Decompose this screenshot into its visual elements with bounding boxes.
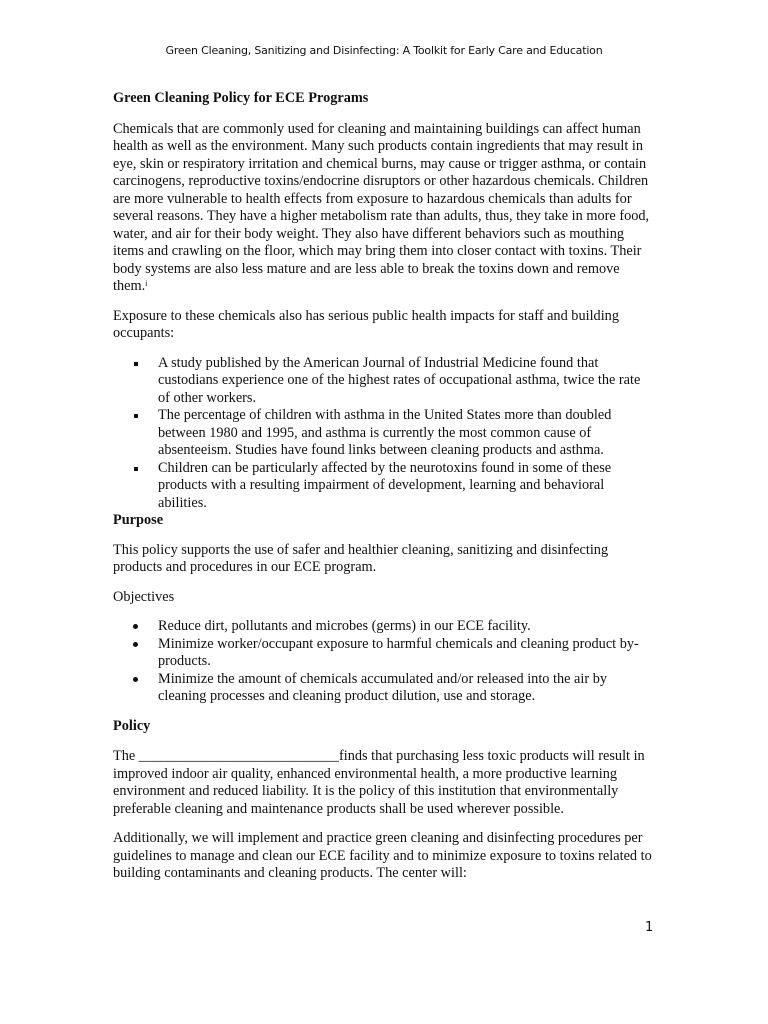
square-bullet-icon — [134, 362, 138, 366]
exposure-paragraph: Exposure to these chemicals also has serious public health impacts for staff and building occupants: — [113, 307, 619, 341]
document-title: Green Cleaning Policy for ECE Programs — [113, 90, 369, 106]
list-item — [113, 407, 653, 460]
list-item — [113, 636, 653, 671]
list-item-text: The percentage of children with asthma in the United States more than doubled between 1980 and 1995, and asthma is currently the most common cause of absenteeism. Studies have found links between cleaning products and asthma. — [158, 407, 612, 458]
list-item — [113, 460, 653, 513]
page-content — [113, 90, 653, 895]
purpose-heading: Purpose — [113, 512, 164, 528]
policy-heading: Policy — [113, 717, 151, 734]
list-item-text: A study published by the American Journal of Industrial Medicine found that custodians experience one of the highest rates of occupational asthma, twice the rate of other workers. — [158, 354, 641, 406]
square-bullet-icon — [134, 467, 138, 471]
list-item-text: Minimize the amount of chemicals accumulated and/or released into the air by cleaning processes and cleaning product dilution, use and storage. — [158, 670, 607, 704]
list-item — [113, 671, 653, 706]
list-item-text: Children can be particularly affected by the neurotoxins found in some of these products with a resulting impairment of development, learning and behavioral abilities. — [158, 459, 612, 511]
square-bullet-icon — [134, 414, 138, 418]
running-header: Green Cleaning, Sanitizing and Disinfecting: A Toolkit for Early Care and Education — [165, 44, 603, 57]
list-item-text: Reduce dirt, pollutants and microbes (germs) in our ECE facility. — [158, 618, 531, 634]
objectives-label: Objectives — [113, 588, 175, 605]
list-item — [113, 355, 653, 408]
disc-bullet-icon — [133, 624, 138, 629]
additional-paragraph: Additionally, we will implement and practice green cleaning and disinfecting procedures per guidelines to manage and clean our ECE facility and to minimize exposure to toxins related to building contaminants and cleaning products. The center will: — [113, 830, 652, 881]
page-number: 1 — [645, 920, 654, 935]
disc-bullet-icon — [133, 677, 138, 682]
footnote-mark: i — [145, 279, 148, 288]
objectives-list — [113, 618, 653, 706]
purpose-paragraph: This policy supports the use of safer and healthier cleaning, sanitizing and disinfecting products and procedures in our ECE program. — [113, 541, 609, 575]
intro-paragraph — [113, 121, 653, 296]
list-item-text: Minimize worker/occupant exposure to harmful chemicals and cleaning product by-products. — [158, 635, 639, 669]
intro-paragraph-text: Chemicals that are commonly used for cleaning and maintaining buildings can affect human health as well as the environment. Many such products contain ingredients that may result in eye, skin or respiratory irritation and chemical burns, may cause or trigger asthma, or contain carcinogens, reproductive toxins/endocrine disruptors or other hazardous chemicals. Children are more vulnerable to health effects from exposure to hazardous chemicals than adults for several reasons. They have a higher metabolism rate than adults, thus, they take in more food, water, and air for their body weight. They also have different behaviors such as mouthing items and crawling on the floor, which may bring them into closer contact with toxins. Their body systems are also less mature and are less able to break the toxins down and remove them. — [113, 120, 650, 294]
list-item — [113, 618, 653, 636]
disc-bullet-icon — [133, 642, 138, 647]
impacts-list — [113, 355, 653, 513]
policy-paragraph: The ____________________________finds that purchasing less toxic products will result in improved indoor air quality, enhanced environmental health, a more productive learning environment and reduced liability. It is the policy of this institution that environmentally preferable cleaning and maintenance products shall be used wherever possible. — [113, 748, 645, 817]
